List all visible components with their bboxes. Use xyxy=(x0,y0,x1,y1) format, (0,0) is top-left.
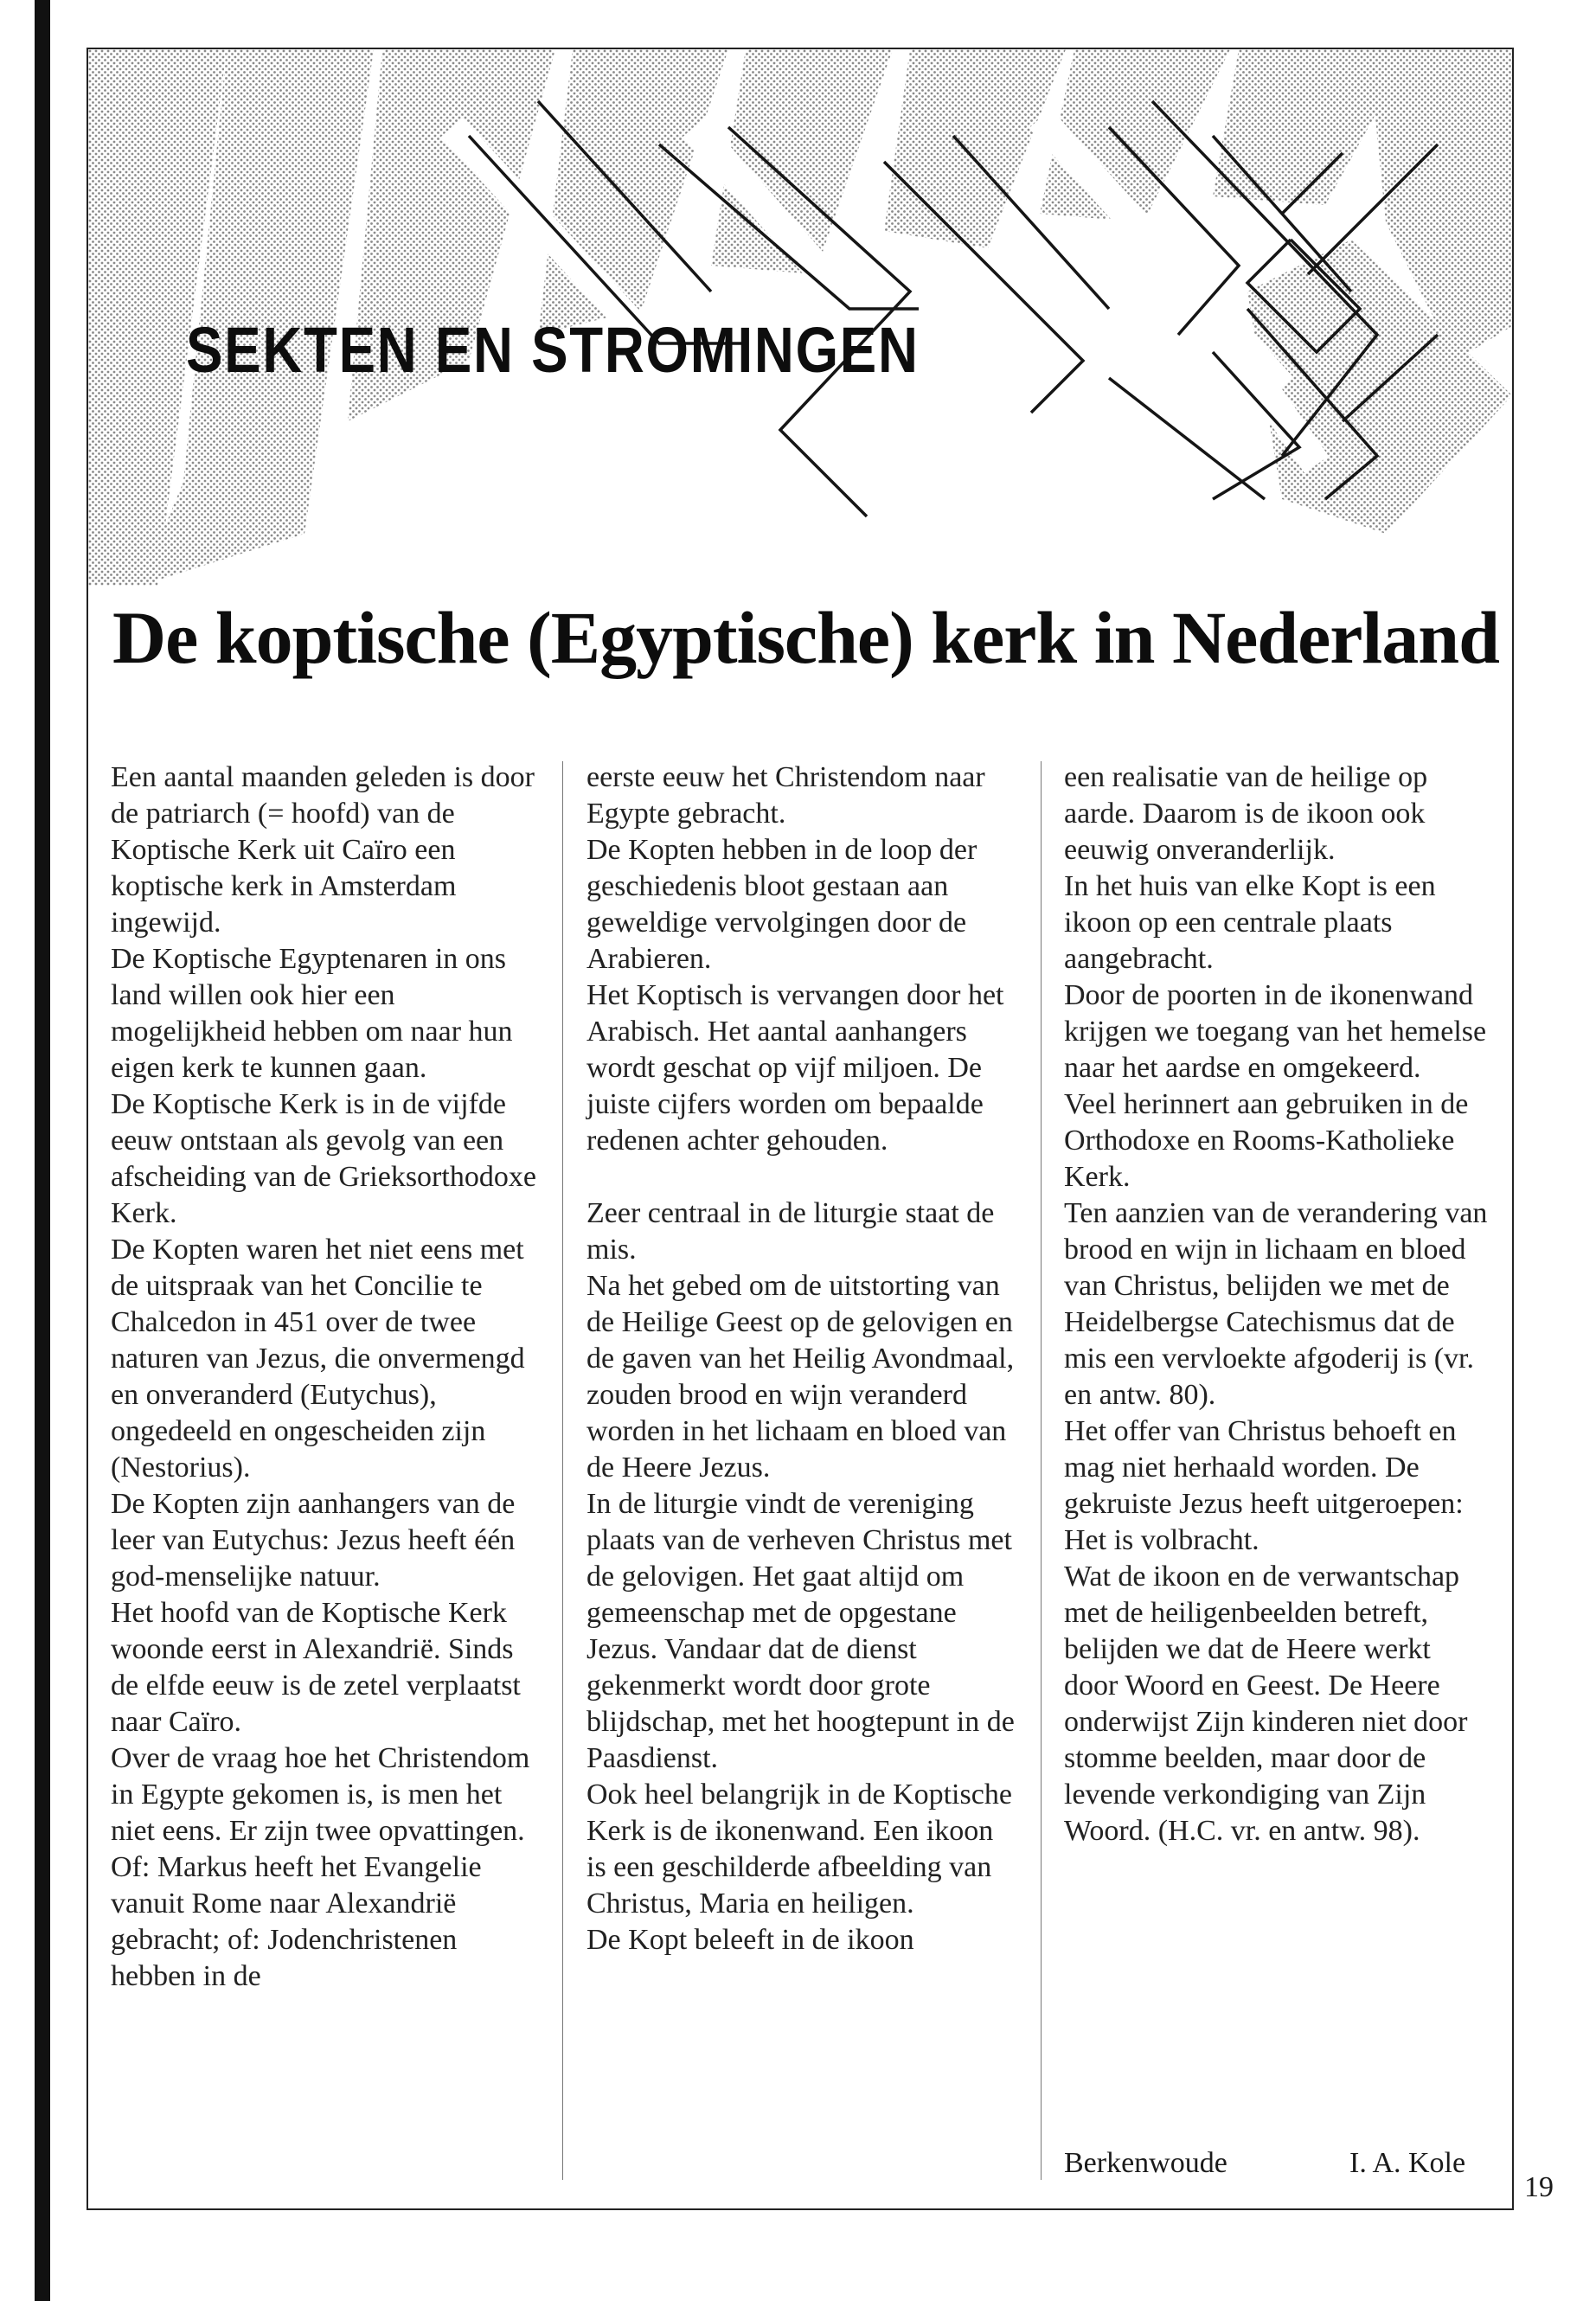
binding-edge xyxy=(35,0,50,2301)
paragraph: Na het gebed om de uitstorting van de Heilige Geest op de gelovigen en de gaven van het Heilig Avondmaal, zouden brood en wijn veranderd worden in het lichaam en bloed van de Heere Jezus. xyxy=(586,1270,1015,1484)
paragraph: De Koptische Kerk is in de vijfde eeuw ontstaan als gevolg van een afscheiding van de Grieksorthodoxe Kerk. xyxy=(111,1088,536,1229)
paragraph: Wat de ikoon en de verwantschap met de heiligenbeelden betreft, belijden we dat de Heere werkt door Woord en Geest. De Heere onderwijst Zijn kinderen niet door stomme beelden, maar door de levende verkondiging van Zijn Woord. (H.C. vr. en antw. 98). xyxy=(1064,1561,1468,1847)
paragraph: Het hoofd van de Koptische Kerk woonde eerst in Alexandrië. Sinds de elfde eeuw is de zetel verplaatst naar Caïro. xyxy=(111,1597,521,1738)
text-column-2 xyxy=(586,760,1019,1958)
paragraph: De Koptische Egyptenaren in ons land willen ook hier een mogelijkheid hebben om naar hun eigen kerk te kunnen gaan. xyxy=(111,943,513,1084)
paragraph: In het huis van elke Kopt is een ikoon op een centrale plaats aangebracht. xyxy=(1064,870,1436,975)
column-divider xyxy=(562,761,563,2180)
paragraph: De Kopten zijn aanhangers van de leer van Eutychus: Jezus heeft één god-menselijke natuur. xyxy=(111,1488,516,1593)
text-column-1 xyxy=(111,760,543,1995)
text-column-3 xyxy=(1064,760,1488,1849)
paragraph: Veel herinnert aan gebruiken in de Orthodoxe en Rooms-Katholieke Kerk. xyxy=(1064,1088,1469,1193)
paragraph: Het Koptisch is vervangen door het Arabisch. Het aantal aanhangers wordt geschat op vijf miljoen. De juiste cijfers worden om bepaalde redenen achter gehouden. xyxy=(586,979,1004,1157)
paragraph: Over de vraag hoe het Christendom in Egypte gekomen is, is men het niet eens. Er zijn twee opvattingen. Of: Markus heeft het Evangelie vanuit Rome naar Alexandrië gebracht; of: Jodenchristenen hebben in de xyxy=(111,1742,530,1992)
paragraph: De Kopt beleeft in de ikoon xyxy=(586,1924,914,1956)
paragraph: een realisatie van de heilige op aarde. Daarom is de ikoon ook eeuwig onveranderlijk. xyxy=(1064,761,1428,866)
paragraph: Een aantal maanden geleden is door de patriarch (= hoofd) van de Koptische Kerk uit Caïro een koptische kerk in Amsterdam ingewijd. xyxy=(111,761,535,939)
paragraph: De Kopten waren het niet eens met de uitspraak van het Concilie te Chalcedon in 451 over de twee naturen van Jezus, die onvermengd en onveranderd (Eutychus), ongedeeld en ongescheiden zijn (Nestorius). xyxy=(111,1234,525,1484)
section-kicker: SEKTEN EN STROMINGEN xyxy=(186,314,920,386)
signature-place: Berkenwoude xyxy=(1064,2147,1227,2179)
paragraph: In de liturgie vindt de vereniging plaats van de verheven Christus met de gelovigen. Het gaat altijd om gemeenschap met de opgestane Jezus. Vandaar dat de dienst gekenmerkt wordt door grote blijdschap, met het hoogtepunt in de Paasdienst. xyxy=(586,1488,1015,1774)
paragraph: Ook heel belangrijk in de Koptische Kerk is de ikonenwand. Een ikoon is een geschilderde afbeelding van Christus, Maria en heiligen. xyxy=(586,1779,1012,1920)
page-number: 19 xyxy=(1524,2171,1554,2203)
paragraph: De Kopten hebben in de loop der geschiedenis bloot gestaan aan geweldige vervolgingen door de Arabieren. xyxy=(586,834,977,975)
column-divider xyxy=(1041,761,1042,2180)
paragraph: Ten aanzien van de verandering van brood en wijn in lichaam en bloed van Christus, belijden we met de Heidelbergse Catechismus dat de mis een vervloekte afgoderij is (vr. en antw. 80). xyxy=(1064,1197,1488,1411)
signature-author: I. A. Kole xyxy=(1349,2147,1466,2179)
paragraph: Het offer van Christus behoeft en mag niet herhaald worden. De gekruiste Jezus heeft uitgeroepen: Het is volbracht. xyxy=(1064,1415,1464,1556)
paragraph: Door de poorten in de ikonenwand krijgen we toegang van het hemelse naar het aardse en omgekeerd. xyxy=(1064,979,1487,1084)
paragraph: eerste eeuw het Christendom naar Egypte gebracht. xyxy=(586,761,985,830)
article-title: De koptische (Egyptische) kerk in Nederland xyxy=(112,596,1499,679)
paragraph: Zeer centraal in de liturgie staat de mis. xyxy=(586,1197,995,1266)
